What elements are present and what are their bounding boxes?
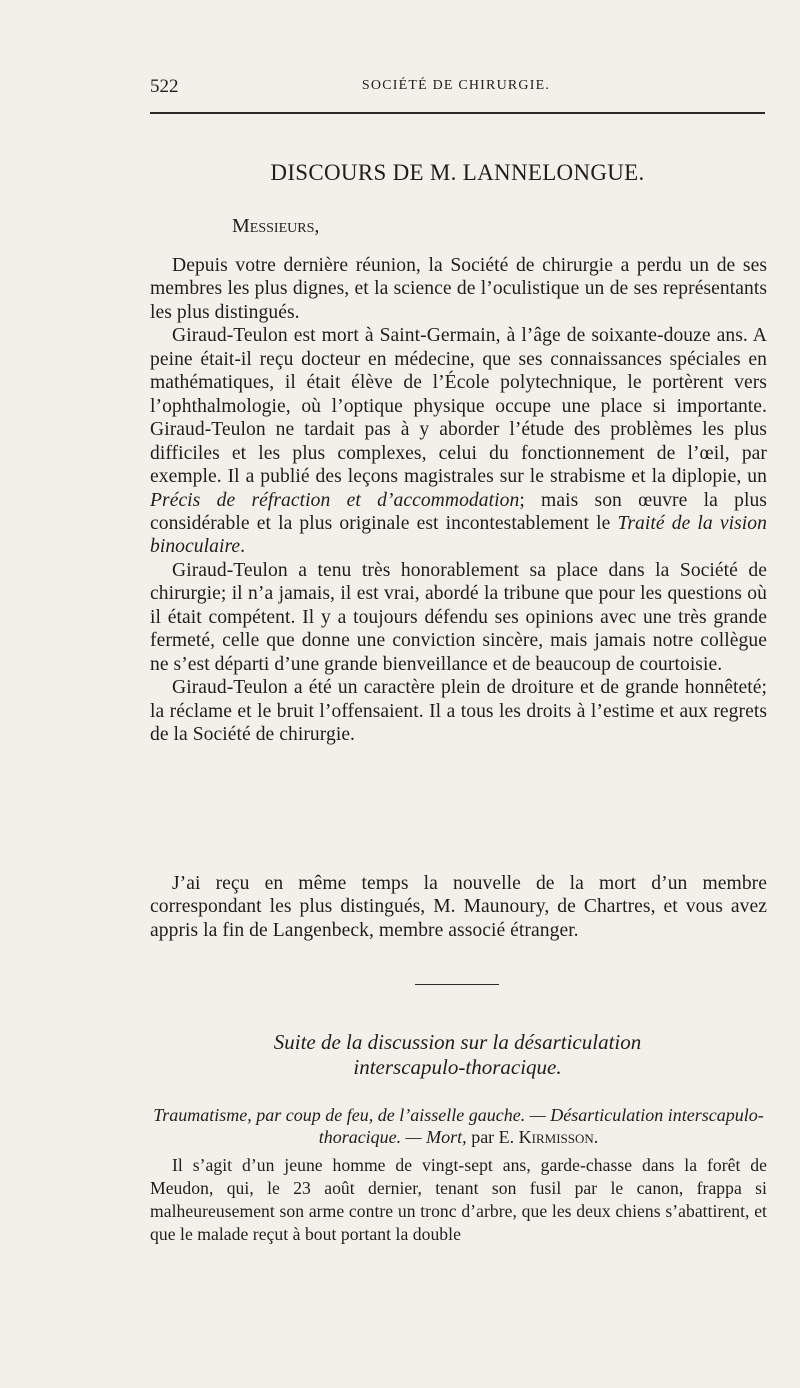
- book-title-precis: Précis de réfraction et d’accommodation: [150, 489, 520, 511]
- paragraph-2: [150, 324, 767, 559]
- page-number: 522: [150, 76, 179, 97]
- paragraph-1: Depuis votre dernière réunion, la Société de chirurgie a perdu un de ses membres les plus dignes, et la science de l’oculistique un de ses représentants les plus distingués.: [150, 255, 767, 323]
- paragraph-2-text-b: ; mais son œuvre la plus considérable et la plus originale est incontestablement le: [150, 489, 767, 534]
- paragraph-4: Giraud-Teulon a été un caractère plein de droiture et de grande honnêteté; la réclame et le bruit l’offensaient. Il a tous les droits à l’estime et aux regrets de la Société de chirurgie.: [150, 677, 767, 746]
- case-title-text: Traumatisme, par coup de feu, de l’aisselle gauche. — Désarticulation interscapulo-thoracique. — Mort,: [153, 1105, 764, 1147]
- subtitle-line-1: Suite de la discussion sur la désarticulation: [273, 1030, 642, 1054]
- case-title-by: par E.: [466, 1127, 519, 1147]
- header-rule: [150, 112, 765, 114]
- paragraph-5: J’ai reçu en même temps la nouvelle de la mort d’un membre correspondant les plus distingués, M. Maunoury, de Chartres, et vous avez appris la fin de Langenbeck, membre associé étranger.: [150, 873, 767, 941]
- case-title: [150, 1104, 767, 1148]
- case-title-author: Kirmisson: [518, 1127, 594, 1147]
- running-head: SOCIÉTÉ DE CHIRURGIE.: [361, 78, 551, 93]
- discourse-body: [150, 254, 767, 747]
- salutation: Messieurs,: [232, 215, 320, 237]
- case-title-end: .: [593, 1127, 599, 1147]
- discussion-subtitle: [150, 1030, 765, 1080]
- page-header: [150, 76, 762, 100]
- section-title: DISCOURS DE M. LANNELONGUE.: [270, 160, 645, 185]
- book-title-traite: Traité de la vision binoculaire: [150, 512, 767, 558]
- discourse-closing: [150, 872, 767, 942]
- case-paragraph: Il s’agit d’un jeune homme de vingt-sept ans, garde-chasse dans la forêt de Meudon, qui, le 23 août dernier, tenant son fusil par le canon, frappa si malheureusement son arme contre un tronc d’arbre, que les deux chiens s’abattirent, et que le malade reçut à bout portant la double: [150, 1155, 767, 1244]
- section-divider: [415, 984, 499, 985]
- paragraph-3: Giraud-Teulon a tenu très honorablement sa place dans la Société de chirurgie; il n’a jamais, il est vrai, abordé la tribune que pour les questions où il était compétent. Il y a toujours défendu ses opinions avec une très grande fermeté, celle que donne une conviction sincère, mais jamais notre collègue ne s’est départi d’une grande bienveillance et de beaucoup de courtoisie.: [150, 559, 767, 675]
- subtitle-line-2: interscapulo-thoracique.: [353, 1055, 562, 1079]
- case-body: [150, 1154, 767, 1246]
- paragraph-2-text-a: Giraud-Teulon est mort à Saint-Germain, à l’âge de soixante-douze ans. A peine était-il reçu docteur en médecine, que ses connaissances spéciales en mathématiques, il était élève de l’École polytechnique, le portèrent vers l’ophthalmologie, où l’optique physique occupe une place si importante. Giraud-Teulon ne tardait pas à y aborder l’étude des problèmes les plus difficiles et les plus complexes, celui du fonctionnement de l’œil, par exemple. Il a publié des leçons magistrales sur le strabisme et la diplopie, un: [150, 325, 767, 488]
- paragraph-2-text-c: .: [240, 536, 246, 558]
